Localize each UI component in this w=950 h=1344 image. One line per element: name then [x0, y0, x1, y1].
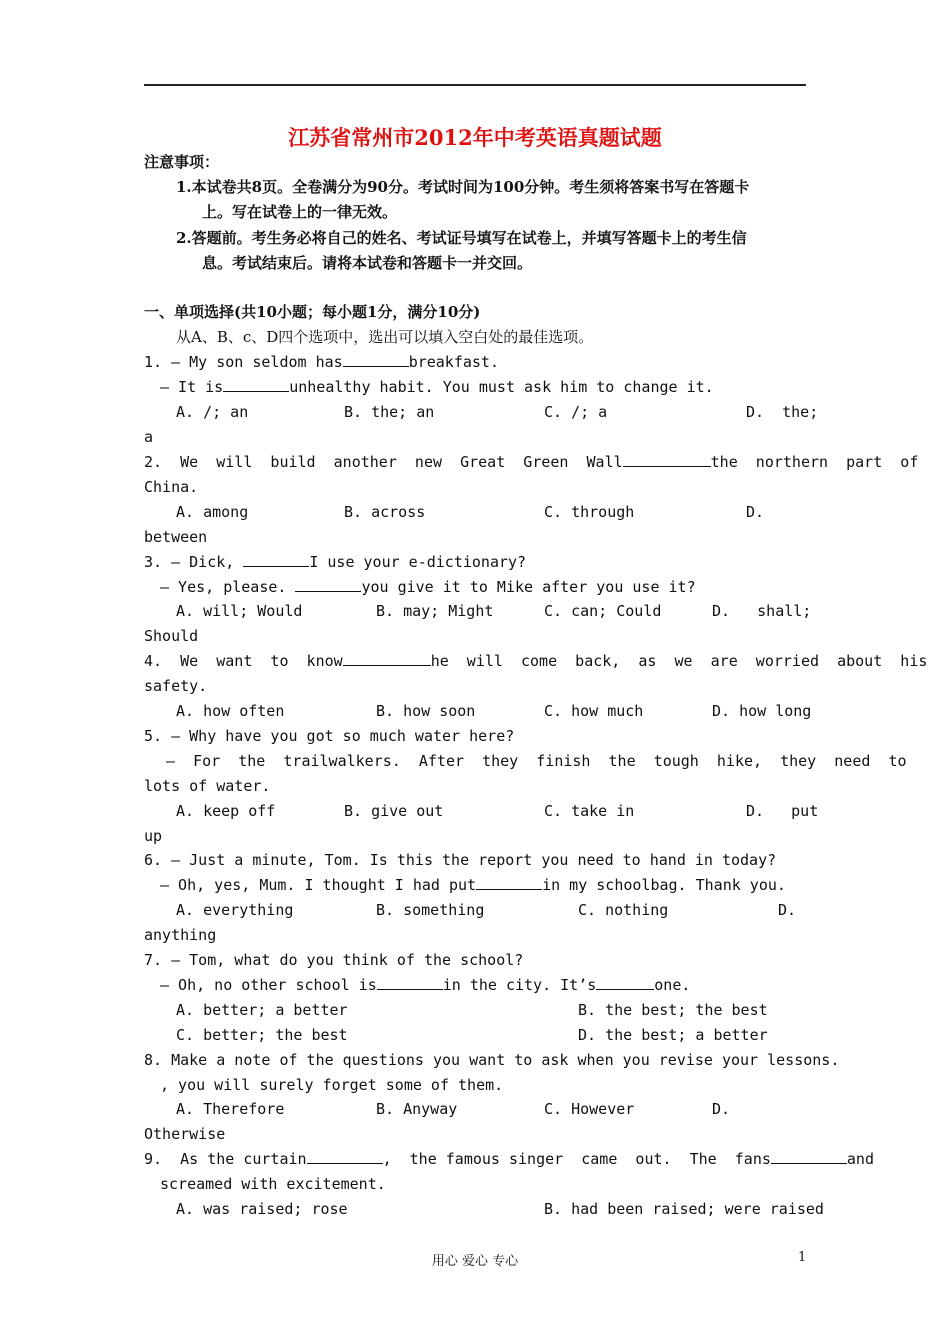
answer-blank [596, 975, 654, 990]
option-b: B. Anyway [376, 1100, 458, 1118]
option-d: D. the best; a better [578, 1026, 768, 1044]
option-d: D. put [746, 802, 819, 820]
option-d: D. shall; [712, 602, 812, 620]
option-a: A. Therefore [176, 1100, 285, 1118]
header-rule [144, 84, 806, 86]
option-a: A. keep off [176, 802, 276, 820]
option-c: C. However [544, 1100, 635, 1118]
question-line: 4. We want to know he will come back, as we are worried about his [144, 652, 928, 670]
option-b: B. may; Might [376, 602, 494, 620]
answer-blank [343, 651, 431, 666]
option-a: A. how often [176, 702, 285, 720]
option-d-wrap: anything [144, 926, 217, 944]
answer-blank [476, 875, 542, 890]
option-b: B. the best; the best [578, 1001, 768, 1019]
page-title: 江苏省常州市2012年中考英语真题试题 [288, 125, 662, 150]
answer-blank [295, 577, 361, 592]
note-line: 上。写在试卷上的一律无效。 [202, 203, 398, 221]
question-line: safety. [144, 677, 208, 695]
option-d-wrap: up [144, 827, 163, 845]
option-d-wrap: between [144, 528, 208, 546]
note-item [176, 175, 808, 225]
answer-blank [223, 377, 289, 392]
option-d-wrap: a [144, 428, 154, 446]
option-d: D. how long [712, 702, 812, 720]
question-line: screamed with excitement. [160, 1175, 386, 1193]
notes-heading: 注意事项： [144, 153, 220, 171]
option-d: D. [778, 901, 797, 919]
question-line: — Oh, yes, Mum. I thought I had put in my schoolbag. Thank you. [160, 876, 786, 894]
option-a: A. everything [176, 901, 294, 919]
note-line: 1.本试卷共8页。全卷满分为90分。考试时间为100分钟。考生须将答案书写在答题卡 [176, 178, 750, 196]
option-d: D. [712, 1100, 731, 1118]
option-a: A. among [176, 503, 249, 521]
option-d: D. the; [746, 403, 819, 421]
option-c: C. /; a [544, 403, 608, 421]
question-line: 5. — Why have you got so much water here? [144, 727, 515, 745]
option-a: A. will; Would [176, 602, 303, 620]
option-c: C. through [544, 503, 635, 521]
option-a: A. was raised; rose [176, 1200, 348, 1218]
option-a: A. better; a better [176, 1001, 348, 1019]
section-heading: 一、单项选择(共10小题；每小题1分，满分10分) [144, 303, 481, 321]
option-a: A. /; an [176, 403, 249, 421]
page-number: 1 [798, 1250, 807, 1265]
footer-motto: 用心 爱心 专心 [431, 1254, 519, 1269]
question-line: 3. — Dick, I use your e-dictionary? [144, 553, 527, 571]
option-d-wrap: Should [144, 627, 199, 645]
option-c: C. how much [544, 702, 644, 720]
answer-blank [623, 452, 711, 467]
option-b: B. had been raised; were raised [544, 1200, 824, 1218]
section-instruction: 从A、B、c、D四个选项中，选出可以填入空白处的最佳选项。 [176, 328, 594, 346]
answer-blank [307, 1149, 383, 1164]
answer-blank [377, 975, 443, 990]
answer-blank [343, 352, 409, 367]
option-b: B. something [376, 901, 485, 919]
option-d: D. [746, 503, 765, 521]
option-c: C. better; the best [176, 1026, 348, 1044]
question-line: — It is unhealthy habit. You must ask him to change it. [160, 378, 714, 396]
note-item [176, 226, 808, 276]
option-b: B. give out [344, 802, 444, 820]
question-line: lots of water. [144, 777, 271, 795]
option-b: B. the; an [344, 403, 435, 421]
option-b: B. across [344, 503, 426, 521]
note-line: 息。考试结束后。请将本试卷和答题卡一并交回。 [202, 254, 533, 272]
question-line: 1. — My son seldom has breakfast. [144, 353, 499, 371]
answer-blank [243, 552, 309, 567]
note-line: 2.答题前。考生务必将自己的姓名、考试证号填写在试卷上，并填写答题卡上的考生信 [176, 229, 747, 247]
question-line: , you will surely forget some of them. [160, 1076, 504, 1094]
option-b: B. how soon [376, 702, 476, 720]
question-line: — Oh, no other school is in the city. It’s one. [160, 976, 691, 994]
question-line: — Yes, please. you give it to Mike after you use it? [160, 578, 696, 596]
question-line: China. [144, 478, 199, 496]
question-line: 9. As the curtain , the famous singer came out. The fans and [144, 1150, 874, 1168]
question-line: 8. Make a note of the questions you want to ask when you revise your lessons. [144, 1051, 840, 1069]
option-c: C. take in [544, 802, 635, 820]
option-d-wrap: Otherwise [144, 1125, 226, 1143]
answer-blank [771, 1149, 847, 1164]
option-c: C. nothing [578, 901, 669, 919]
question-line: 6. — Just a minute, Tom. Is this the report you need to hand in today? [144, 851, 777, 869]
question-line: — For the trailwalkers. After they finish the tough hike, they need to [166, 752, 907, 770]
question-line: 7. — Tom, what do you think of the school? [144, 951, 524, 969]
question-line: 2. We will build another new Great Green Wall the northern part of [144, 453, 919, 471]
option-c: C. can; Could [544, 602, 662, 620]
